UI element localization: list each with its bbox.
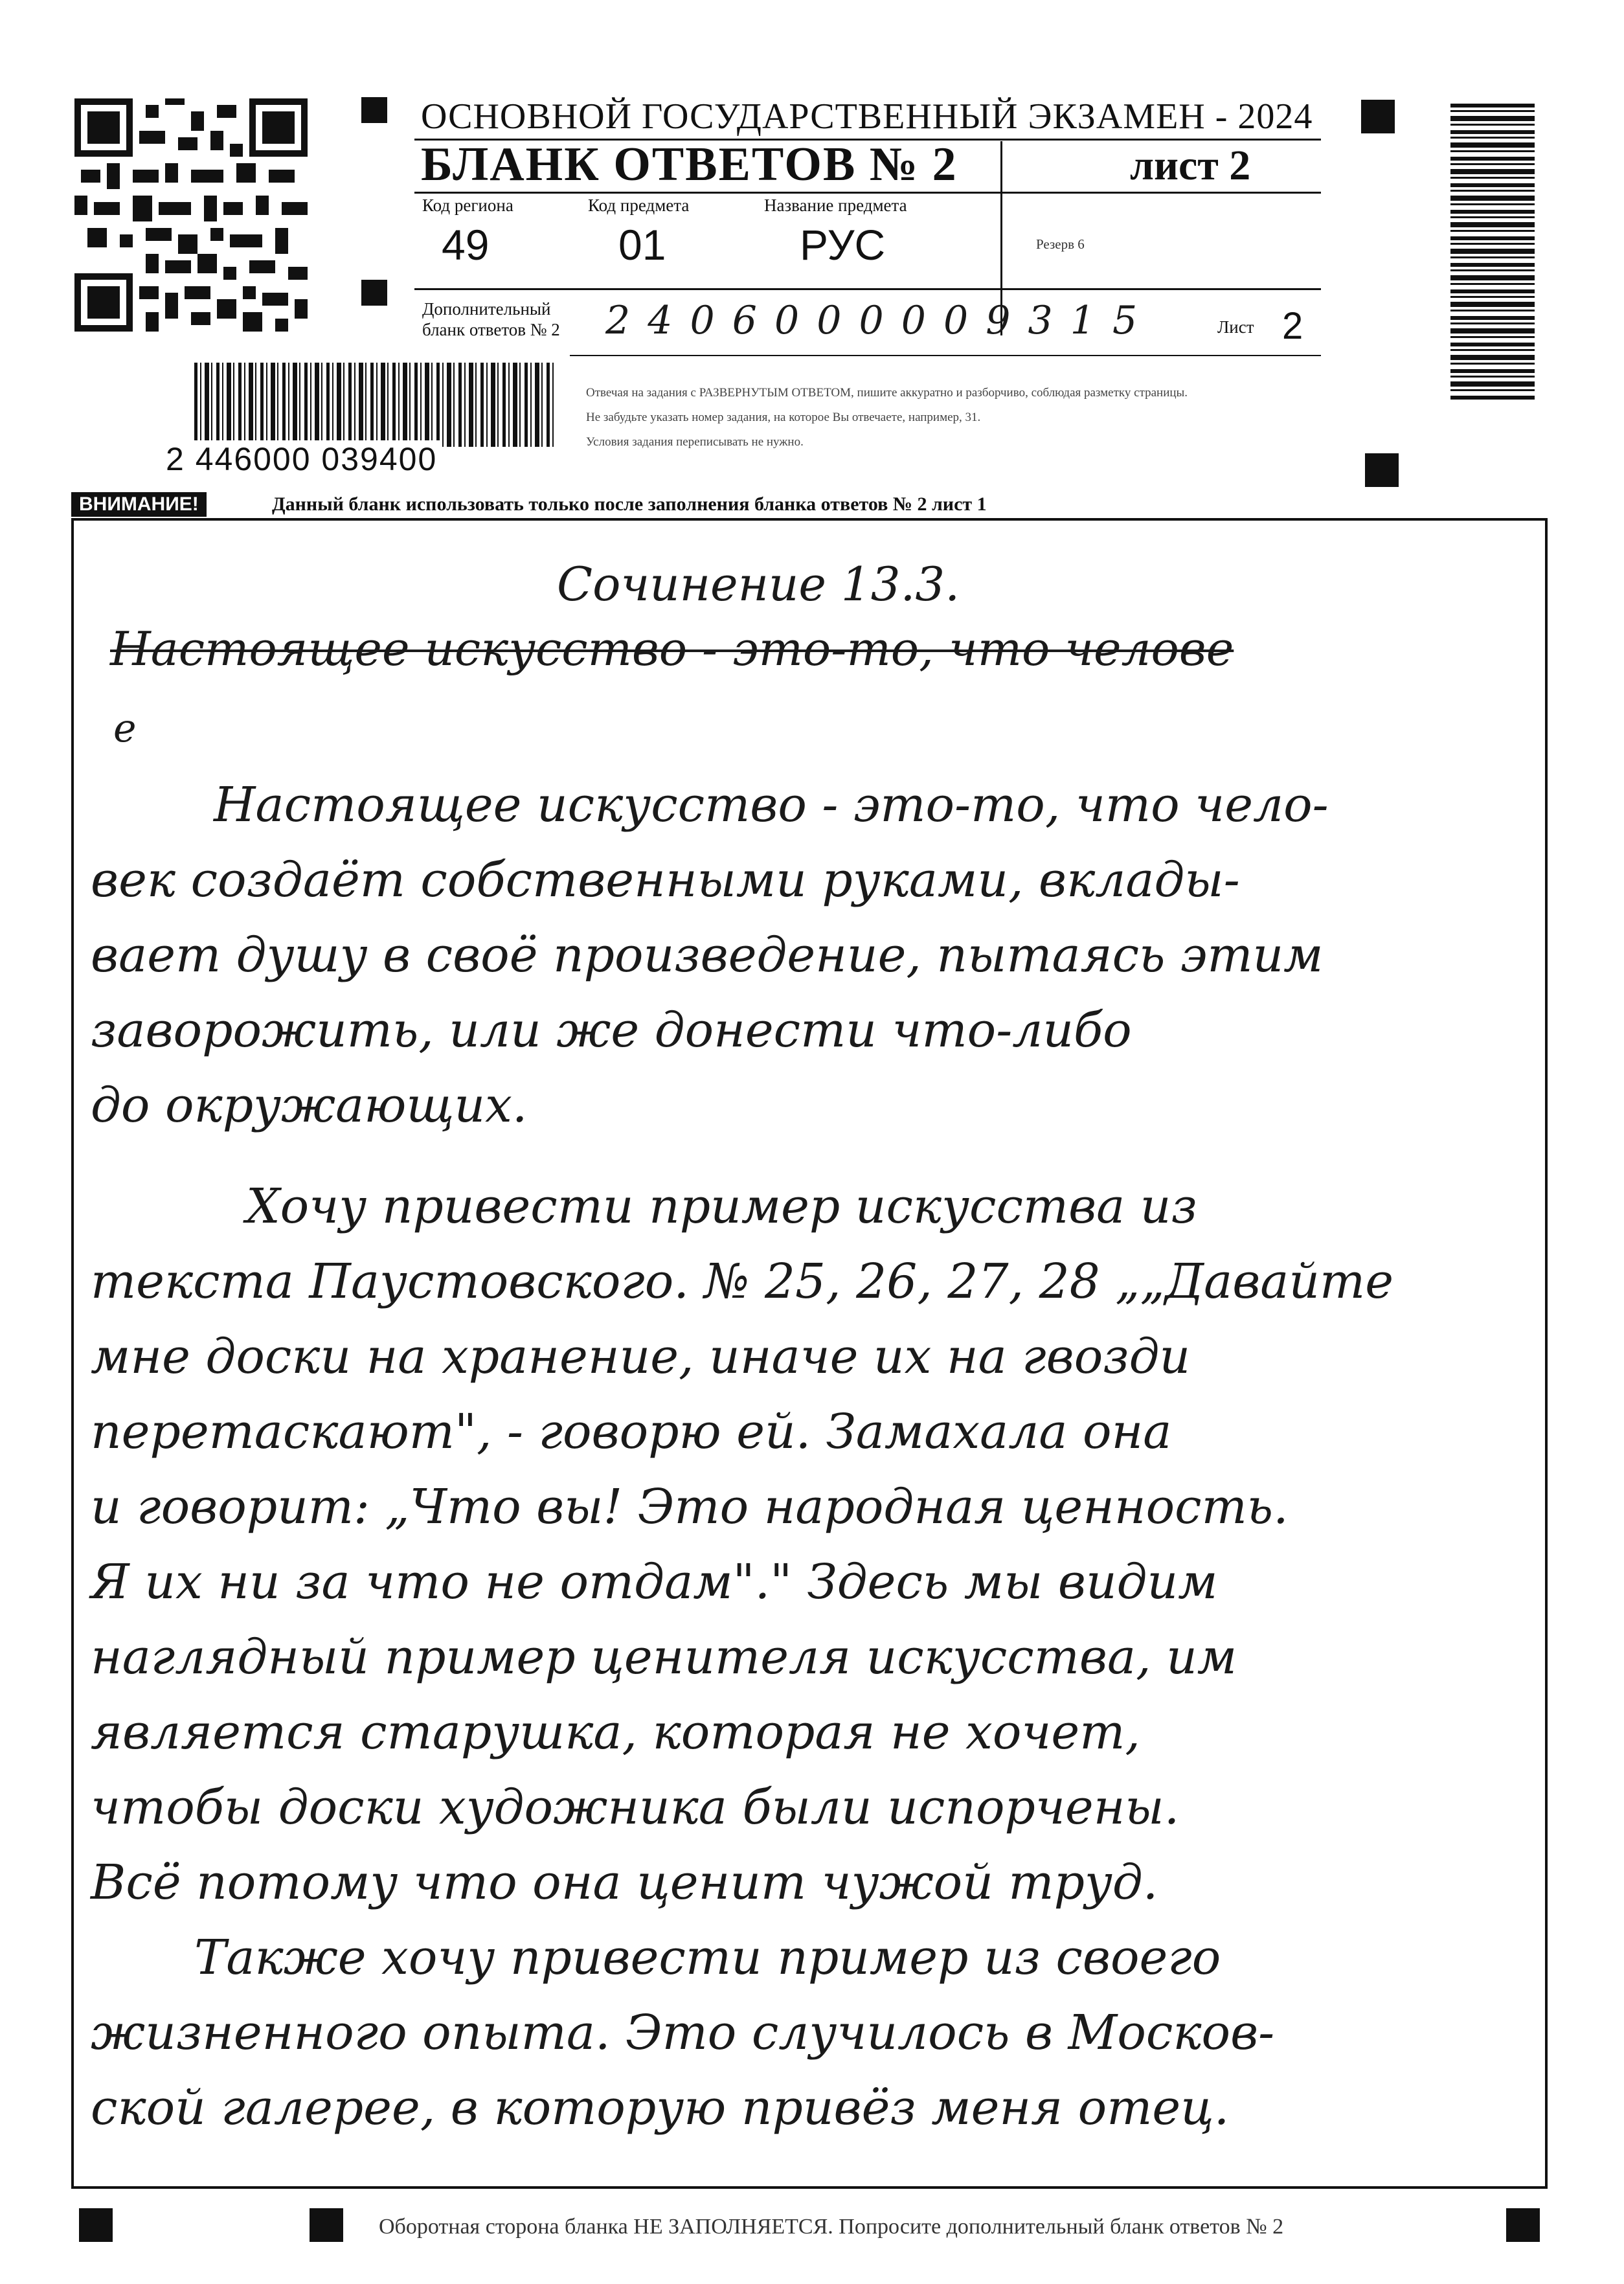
essay-line: Также хочу привести пример из своего	[194, 1930, 1221, 1985]
crossed-out-line: Настоящее искусство - это-то, что челове	[110, 622, 1234, 676]
essay-line: жизненного опыта. Это случилось в Москов-	[91, 2005, 1275, 2061]
list-value: 2	[1282, 305, 1303, 347]
registration-mark	[310, 2208, 343, 2242]
additional-label-2: бланк ответов № 2	[422, 320, 560, 339]
essay-line: до окружающих.	[91, 1078, 528, 1133]
barcode-number: 2 446000 039400	[162, 440, 441, 478]
essay-line: текста Паустовского. № 25, 26, 27, 28 „„Давайте	[91, 1254, 1394, 1309]
instruction-line: Условия задания переписывать не нужно.	[586, 435, 804, 449]
sheet-label: лист 2	[1130, 142, 1251, 189]
region-value: 49	[442, 221, 490, 269]
stray-mark: е	[113, 706, 137, 751]
footer-text: Оборотная сторона бланка НЕ ЗАПОЛНЯЕТСЯ. Попросите дополнительный бланк ответов № 2	[379, 2215, 1284, 2239]
list-label: Лист	[1217, 317, 1254, 337]
essay-line: перетаскают", - говорю ей. Замахала она	[91, 1404, 1172, 1460]
instruction-line: Не забудьте указать номер задания, на которое Вы отвечаете, например, 31.	[586, 411, 981, 424]
essay-line: Я их ни за что не отдам"." Здесь мы видим	[91, 1554, 1218, 1610]
instruction-line: Отвечая на задания с РАЗВЕРНУТЫМ ОТВЕТОМ, пишите аккуратно и разборчиво, соблюдая разметку страницы.	[586, 386, 1188, 400]
essay-line: Настоящее искусство - это-то, что чело-	[214, 777, 1329, 833]
attention-text: Данный бланк использовать только после заполнения бланка ответов № 2 лист 1	[272, 493, 987, 515]
registration-mark	[1365, 453, 1399, 487]
essay-line: наглядный пример ценителя искусства, им	[91, 1629, 1237, 1685]
essay-line: чтобы доски художника были испорчены.	[91, 1780, 1180, 1835]
additional-number: 2 4 0 6 0 0 0 0 0 9 3 1 5	[605, 298, 1140, 343]
region-label: Код региона	[422, 196, 513, 215]
qr-code	[74, 98, 308, 332]
essay-line: и говорит: „Что вы! Это народная ценность.	[91, 1479, 1289, 1535]
registration-mark	[79, 2208, 113, 2242]
subject-name-value: РУС	[800, 221, 886, 269]
essay-line: ской галерее, в которую привёз меня отец.	[91, 2080, 1230, 2136]
registration-mark	[361, 97, 387, 123]
side-barcode	[1450, 104, 1535, 401]
essay-line: Всё потому что она ценит чужой труд.	[91, 1855, 1158, 1910]
reserve-label: Резерв 6	[1036, 236, 1085, 252]
additional-label-1: Дополнительный	[422, 299, 551, 319]
essay-heading: Сочинение 13.3.	[557, 557, 960, 611]
registration-mark	[1361, 100, 1395, 133]
essay-line: является старушка, которая не хочет,	[91, 1704, 1140, 1760]
registration-mark	[1506, 2208, 1540, 2242]
essay-line: вает душу в своё произведение, пытаясь этим	[91, 927, 1324, 983]
essay-line: век создаёт собственными руками, вклады-	[91, 852, 1240, 908]
essay-line: заворожить, или же донести что-либо	[91, 1002, 1132, 1058]
form-barcode	[194, 363, 557, 447]
exam-title: ОСНОВНОЙ ГОСУДАРСТВЕННЫЙ ЭКЗАМЕН - 2024	[421, 96, 1313, 137]
subject-code-label: Код предмета	[588, 196, 690, 215]
attention-badge: ВНИМАНИЕ!	[71, 492, 207, 517]
subject-name-label: Название предмета	[764, 196, 907, 215]
subject-code-value: 01	[618, 221, 666, 269]
form-title: БЛАНК ОТВЕТОВ № 2	[421, 138, 958, 191]
essay-line: Хочу привести пример искусства из	[246, 1179, 1197, 1234]
registration-mark	[361, 280, 387, 306]
essay-line: мне доски на хранение, иначе их на гвозди	[91, 1329, 1191, 1385]
